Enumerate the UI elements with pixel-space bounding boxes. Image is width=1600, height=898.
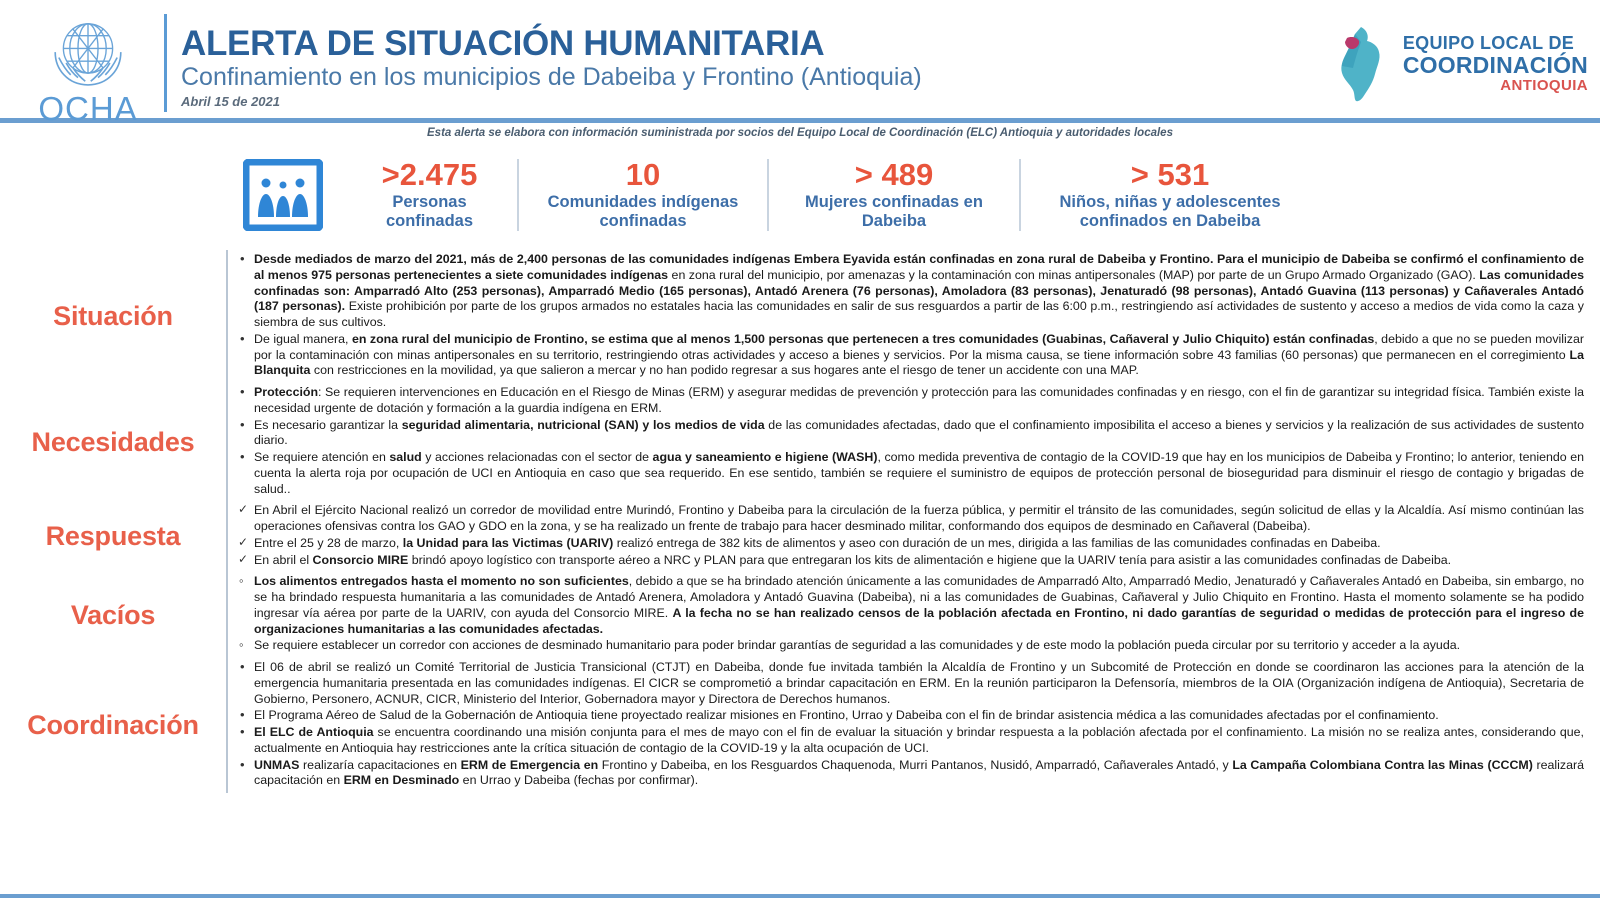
section-body <box>226 501 1590 572</box>
bullet-item: ◦ Los alimentos entregados hasta el momento no son suficientes, debido a que se ha brindado atención únicamente a las comunidades de Amparradó Alto, Amparradó Medio, Jenaturadó y Cañaverales Antadó en Dabeiba, sin embargo, no se ha brindado respuesta humanitaria a las comunidades de Antadó Arenera, Amoladora y Antadó Guavina (Dabeiba), ni a las comunidades de Guabinas, Cañaveral y Julio Chiquito en Frontino. Hasta el momento solamente se ha podido ingresar vía aérea por parte de la UARIV, con ayuda del Consorcio MIRE. A la fecha no se han realizado censos de la población afectada en Frontino, ni dado garantías de seguridad o medidas de protección para el ingreso de organizaciones humanitarias a las comunidades afectadas. <box>232 574 1584 637</box>
un-emblem-icon <box>42 12 134 94</box>
bullet-item: • Desde mediados de marzo del 2021, más de 2,400 personas de las comunidades indígenas Embera Eyavida están confinadas en zona rural de Dabeiba y Frontino. Para el municipio de Dabeiba se confirmó el confinamiento de al menos 975 personas pertenecientes a siete comunidades indígenas en zona rural del municipio, por amenazas y la contaminación con minas antipersonales (MAP) por parte de un Grupo Armado Organizado (GAO). Las comunidades confinadas son: Amparradó Alto (253 personas), Amparradó Medio (165 personas), Antadó Arenera (76 personas), Amoladora (83 personas), Jenaturadó (98 personas), Antadó Guavina (113 personas) y Cañaverales Antadó (187 personas). Existe prohibición por parte de los grupos armados no estatales hacia las comunidades en salir de sus resguardos a partir de las 6:00 p.m., restringiendo así actividades de sustento y acceso a medios de vida como la caza y siembra de sus cultivos. <box>232 252 1584 331</box>
document-header <box>0 0 1600 127</box>
kpi-strip <box>0 142 1600 250</box>
section-body <box>226 572 1590 658</box>
section-label: Respuesta <box>45 521 181 552</box>
elc-line-3: ANTIOQUIA <box>1500 77 1588 95</box>
bullet-item: • El ELC de Antioquia se encuentra coordinando una misión conjunta para el mes de mayo con el fin de evaluar la situación y brindar respuesta a la población afectada por el confinamiento. La misión no se realiza antes, considerando que, actualmente en Antioquia hay restricciones ante la crítica situación de contagio de la COVID-19 y la alta ocupación de UCI. <box>232 725 1584 757</box>
footer-rule <box>0 894 1600 898</box>
content-sections <box>0 250 1600 894</box>
bullet-item: • Es necesario garantizar la seguridad alimentaria, nutricional (SAN) y los medios de vida de las comunidades afectadas, dado que el confinamiento imposibilita el acceso a bienes y servicios y la realización de sus actividades de sustento diario. <box>232 418 1584 450</box>
bullet-list <box>232 503 1584 568</box>
section-body <box>226 250 1590 383</box>
bullet-item: ✓ En abril el Consorcio MIRE brindó apoyo logístico con transporte aéreo a NRC y PLAN para que entregaran los kits de alimentación e higiene que la UARIV tenía para asistir a las comunidades confinadas de Dabeiba. <box>232 553 1584 569</box>
bullet-item: • El Programa Aéreo de Salud de la Gobernación de Antioquia tiene proyectado realizar misiones en Frontino, Urrao y Dabeiba con el fin de brindar asistencia médica a las comunidades afectadas por el confinamiento. <box>232 708 1584 724</box>
kpi-label-line-2: confinadas <box>599 212 687 231</box>
kpi-comunidades-indigenas <box>517 156 767 231</box>
source-note: Esta alerta se elabora con información suministrada por socios del Equipo Local de Coordinación (ELC) Antioquia y autoridades locales <box>427 127 1173 139</box>
ocha-logo-block <box>18 8 158 125</box>
bullet-item: • De igual manera, en zona rural del municipio de Frontino, se estima que al menos 1,500 personas que pertenecen a tres comunidades (Guabinas, Cañaveral y Julio Chiquito) están confinadas, debido a que no se pueden movilizar por la contaminación con minas antipersonales en su territorio, restringiendo otras actividades y acceso a bienes y servicios. Por la misma causa, se tiene información sobre 43 familias (60 personas) que permanecen en el corregimiento La Blanquita con restricciones en la movilidad, ya que salieron a mercar y no han podido regresar a sus hogares ante el riesgo de tener un accidente con una MAP. <box>232 332 1584 379</box>
elc-logo-block <box>1288 8 1588 104</box>
section-body <box>226 383 1590 501</box>
bullet-item: • Protección: Se requieren intervenciones en Educación en el Riesgo de Minas (ERM) y asegurar medidas de prevención y protección para las comunidades confinadas y en riesgo, con el fin de garantizar su integridad física. También existe la necesidad urgente de dotación y formación a la guardia indígena en ERM. <box>232 385 1584 417</box>
section-respuesta <box>0 501 1590 572</box>
bullet-item: • Se requiere atención en salud y acciones relacionadas con el sector de agua y saneamiento e higiene (WASH), como medida preventiva de contagio de la COVID-19 que hay en los municipios de Dabeiba y Frontino; lo anterior, teniendo en cuenta la alerta roja por ocupación de UCI en Antioquia en caso que sea requerido. En ese sentido, también se requiere el suministro de equipos de protección personal de bioseguridad para disminuir el riesgo de contagio y brigadas de salud.. <box>232 450 1584 497</box>
header-vertical-divider <box>164 14 167 112</box>
kpi-label-line-2: confinadas <box>385 212 474 231</box>
kpi-value: 10 <box>625 156 661 192</box>
kpi-value: >2.475 <box>381 156 478 192</box>
section-vacios <box>0 572 1590 658</box>
kpi-label-line-1: Niños, niñas y adolescentes <box>1059 193 1281 212</box>
kpi-personas-confinadas <box>342 156 517 231</box>
kpi-label-line-1: Personas <box>392 193 467 212</box>
bullet-list <box>232 385 1584 497</box>
ocha-wordmark: OCHA <box>38 90 138 127</box>
kpi-label-line-2: confinados en Dabeiba <box>1079 212 1261 231</box>
bullet-item: ✓ Entre el 25 y 28 de marzo, la Unidad para las Victimas (UARIV) realizó entrega de 382 kits de alimentos y aseo con duración de un mes, dirigida a las familias de las comunidades confinadas en Dabeiba. <box>232 536 1584 552</box>
section-label: Necesidades <box>31 426 195 457</box>
section-label: Situación <box>53 301 173 331</box>
colombia-map-icon <box>1331 24 1393 104</box>
section-coordinacion <box>0 658 1590 793</box>
section-label: Coordinación <box>27 710 199 740</box>
kpi-label <box>1060 193 1281 231</box>
section-body <box>226 658 1590 793</box>
header-titles <box>181 8 1288 109</box>
bullet-list <box>232 574 1584 654</box>
publication-date: Abril 15 de 2021 <box>181 94 280 110</box>
bullet-list <box>232 660 1584 789</box>
page-title: ALERTA DE SITUACIÓN HUMANITARIA <box>181 24 825 63</box>
kpi-label-line-1: Comunidades indígenas <box>547 193 739 212</box>
bullet-item: ✓ En Abril el Ejército Nacional realizó un corredor de movilidad entre Murindó, Frontino y Dabeiba para la circulación de la fuerza pública, y permitir el tránsito de las comunidades, según solicitud de ellas y la Alcaldía. Así mismo continúan las operaciones ofensivas contra los GAO y GDO en la zona, y se ha realizado un frente de trabajo para hacer desminado militar, conformando dos equipos de desminado en Cañaveral (Dabeiba). <box>232 503 1584 535</box>
elc-line-1: EQUIPO LOCAL DE <box>1402 32 1575 53</box>
kpi-ninos-adolescentes <box>1019 156 1319 231</box>
kpi-label-line-1: Mujeres confinadas en <box>805 193 983 212</box>
bullet-list <box>232 252 1584 379</box>
bullet-item: ◦ Se requiere establecer un corredor con acciones de desminado humanitario para poder brindar garantías de seguridad a las comunidades y de este modo la población pueda circular por su territorio y acceder a la ayuda. <box>232 638 1584 654</box>
elc-wordmark <box>1403 34 1588 94</box>
bullet-item: • UNMAS realizaría capacitaciones en ERM de Emergencia en Frontino y Dabeiba, en los Resguardos Chaquenoda, Murri Pantanos, Nusidó, Amparradó, Cañaverales Antadó, y La Campaña Colombiana Contra las Minas (CCCM) realizará capacitación en ERM en Desminado en Urrao y Dabeiba (fechas por confirmar). <box>232 758 1584 790</box>
kpi-label <box>805 193 983 231</box>
confined-people-icon <box>240 159 326 231</box>
kpi-value: > 489 <box>854 156 934 192</box>
kpi-label <box>386 193 473 231</box>
section-label: Vacíos <box>70 599 156 630</box>
bullet-item: • El 06 de abril se realizó un Comité Territorial de Justicia Transicional (CTJT) en Dabeiba, donde fue invitada también la Alcaldía de Frontino y un Subcomité de Protección en donde se coordinaron las acciones para la atención de la emergencia humanitaria presentada en las comunidades indígenas. El CICR se comprometió a brindar capacitación en ERM. En la reunión participaron la Defensoría, miembros de la OIA (Organización indígena de Antioquia), Secretaria de Gobierno, Personero, ACNUR, CICR, Ministerio del Interior, Gobernadora mayor y Directora de Derechos humanos. <box>232 660 1584 707</box>
section-necesidades <box>0 383 1590 501</box>
page-subtitle: Confinamiento en los municipios de Dabeiba y Frontino (Antioquia) <box>181 62 922 91</box>
kpi-label <box>548 193 739 231</box>
kpi-mujeres-confinadas <box>767 156 1019 231</box>
kpi-label-line-2: Dabeiba <box>861 212 927 231</box>
kpi-value: > 531 <box>1130 156 1210 192</box>
elc-line-2: COORDINACIÓN <box>1402 52 1588 79</box>
section-situacion <box>0 250 1590 383</box>
